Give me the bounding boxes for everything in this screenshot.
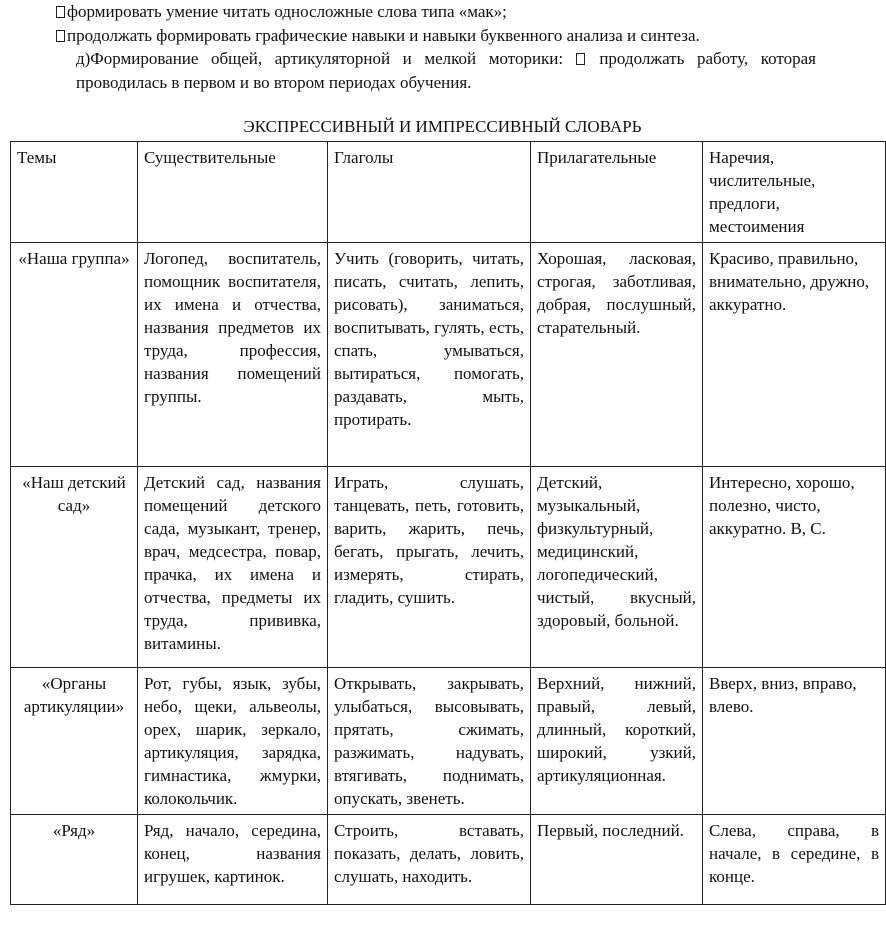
intro-item <box>56 0 816 24</box>
intro-line: продолжать работу, которая проводилась в первом и во втором периодах обучения. <box>76 49 817 92</box>
nouns-cell: Логопед, воспитатель, помощник воспитателя, их имена и отчества, названия предметов их труда, профессия, названия помещений группы. <box>138 243 328 467</box>
table-title: ЭКСПРЕССИВНЫЙ И ИМПРЕССИВНЫЙ СЛОВАРЬ <box>243 117 642 136</box>
adjectives-cell: Детский, музыкальный, физкультурный, медицинский, логопедический, чистый, вкусный, здоровый, больной. <box>531 467 703 668</box>
vocabulary-table <box>10 141 886 905</box>
header-cell: Темы <box>11 142 138 243</box>
bullet-square-icon <box>56 30 65 42</box>
bullet-square-icon <box>576 53 585 65</box>
table-header-row <box>11 142 886 243</box>
verbs-cell: Учить (говорить, читать, писать, считать, лепить, рисовать), заниматься, воспитывать, гулять, есть, спать, умываться, вытираться, помогать, раздавать, мыть, протирать. <box>328 243 531 467</box>
intro-line: формировать умение читать односложные слова типа «мак»; <box>67 2 507 21</box>
table-row <box>11 815 886 905</box>
adjectives-cell: Первый, последний. <box>531 815 703 905</box>
table-row <box>11 668 886 815</box>
theme-cell: «Органы артикуляции» <box>11 668 138 815</box>
intro-item <box>56 47 816 94</box>
nouns-cell: Рот, губы, язык, зубы, небо, щеки, альвеолы, орех, шарик, зеркало, артикуляция, зарядка, гимнастика, жмурки, колокольчик. <box>138 668 328 815</box>
nouns-cell: Детский сад, названия помещений детского сада, музыкант, тренер, врач, медсестра, повар, прачка, их имена и отчества, предметы их труда, прививка, витамины. <box>138 467 328 668</box>
adverbs-cell: Интересно, хорошо, полезно, чисто, аккуратно. В, С. <box>703 467 886 668</box>
adverbs-cell: Красиво, правильно, внимательно, дружно, аккуратно. <box>703 243 886 467</box>
header-cell: Прилагательные <box>531 142 703 243</box>
verbs-cell: Играть, слушать, танцевать, петь, готовить, варить, жарить, печь, бегать, прыгать, лечить, измерять, стирать, гладить, сушить. <box>328 467 531 668</box>
header-cell: Существительные <box>138 142 328 243</box>
verbs-cell: Строить, вставать, показать, делать, ловить, слушать, находить. <box>328 815 531 905</box>
intro-item <box>56 24 816 48</box>
nouns-cell: Ряд, начало, середина, конец, названия игрушек, картинок. <box>138 815 328 905</box>
intro-text <box>56 0 816 94</box>
theme-cell: «Ряд» <box>11 815 138 905</box>
header-cell: Глаголы <box>328 142 531 243</box>
header-cell: Наречия, числительные, предлоги, местоимения <box>703 142 886 243</box>
adjectives-cell: Верхний, нижний, правый, левый, длинный, короткий, широкий, узкий, артикуляционная. <box>531 668 703 815</box>
adverbs-cell: Слева, справа, в начале, в середине, в конце. <box>703 815 886 905</box>
verbs-cell: Открывать, закрывать, улыбаться, высовывать, прятать, сжимать, разжимать, надувать, втягивать, поднимать, опускать, звенеть. <box>328 668 531 815</box>
theme-cell: «Наш детский сад» <box>11 467 138 668</box>
theme-cell: «Наша группа» <box>11 243 138 467</box>
table-row <box>11 243 886 467</box>
adjectives-cell: Хорошая, ласковая, строгая, заботливая, добрая, послушный, старательный. <box>531 243 703 467</box>
intro-line: продолжать формировать графические навыки и навыки буквенного анализа и синтеза. <box>67 25 700 45</box>
bullet-square-icon <box>56 6 65 18</box>
adverbs-cell: Вверх, вниз, вправо, влево. <box>703 668 886 815</box>
table-row <box>11 467 886 668</box>
intro-line: д)Формирование общей, артикуляторной и мелкой моторики: <box>76 49 564 68</box>
